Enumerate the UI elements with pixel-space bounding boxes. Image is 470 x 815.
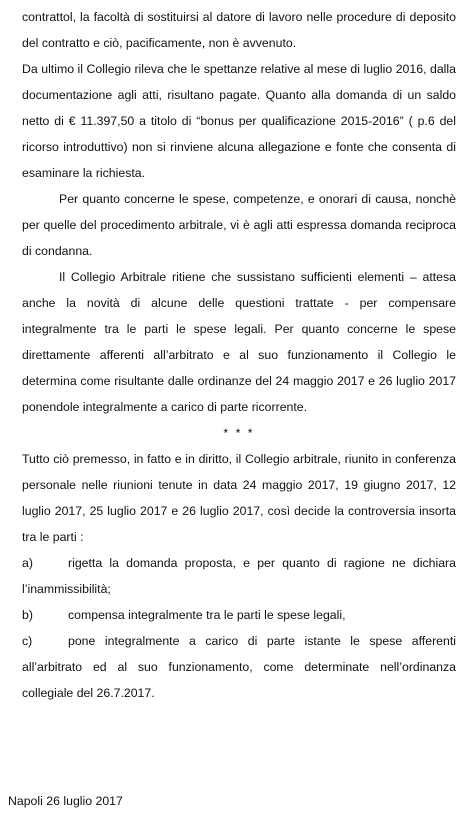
section-separator: * * * <box>223 426 255 440</box>
decision-label: c) <box>22 634 33 648</box>
decision-label: b) <box>22 608 33 622</box>
paragraph-contract-deposit: contrattol, la facoltà di sostituirsi al datore di lavoro nelle procedure di deposito del contratto e ciò, pacificamente, non è avvenuto. <box>22 10 456 50</box>
document-body <box>22 4 456 706</box>
decision-text: compensa integralmente tra le parti le spese legali, <box>68 608 346 622</box>
place-and-date: Napoli 26 luglio 2017 <box>8 794 123 808</box>
decision-item-c <box>22 628 456 706</box>
paragraph-costs-compensation: Il Collegio Arbitrale ritiene che sussistano sufficienti elementi – attesa anche la novità di alcune delle questioni trattate - per compensare integralmente tra le parti le spese legali. Per quanto concerne le spese direttamente afferenti all’arbitrato e al suo funzionamento il Collegio le determina come risultante dalle ordinanze del 24 maggio 2017 e 26 luglio 2017 ponendole integralmente a carico di parte ricorrente. <box>22 270 456 414</box>
decision-item-a <box>22 550 456 602</box>
decision-text: pone integralmente a carico di parte istante le spese afferenti all’arbitrato ed al suo funzionamento, come determinate nell’ordinanza collegiale del 26.7.2017. <box>22 634 456 700</box>
decision-text: rigetta la domanda proposta, e per quanto di ragione ne dichiara l’inammissibilità; <box>22 556 456 596</box>
decision-item-b <box>22 602 456 628</box>
paragraph-conclusion: Tutto ciò premesso, in fatto e in diritto, il Collegio arbitrale, riunito in conferenza personale nelle riunioni tenute in data 24 maggio 2017, 19 giugno 2017, 12 luglio 2017, 25 luglio 2017 e 26 luglio 2017, così decide la controversia insorta tra le parti : <box>22 452 456 544</box>
paragraph-costs-request: Per quanto concerne le spese, competenze, e onorari di causa, nonchè per quelle del procedimento arbitrale, vi è agli atti espressa domanda reciproca di condanna. <box>22 192 456 258</box>
decision-label: a) <box>22 556 33 570</box>
paragraph-payments: Da ultimo il Collegio rileva che le spettanze relative al mese di luglio 2016, dalla documentazione agli atti, risultano pagate. Quanto alla domanda di un saldo netto di € 11.397,50 a titolo di “bonus per qualificazione 2015-2016” ( p.6 del ricorso introduttivo) non si rinviene alcuna allegazione e fonte che consenta di esaminare la richiesta. <box>22 62 456 180</box>
